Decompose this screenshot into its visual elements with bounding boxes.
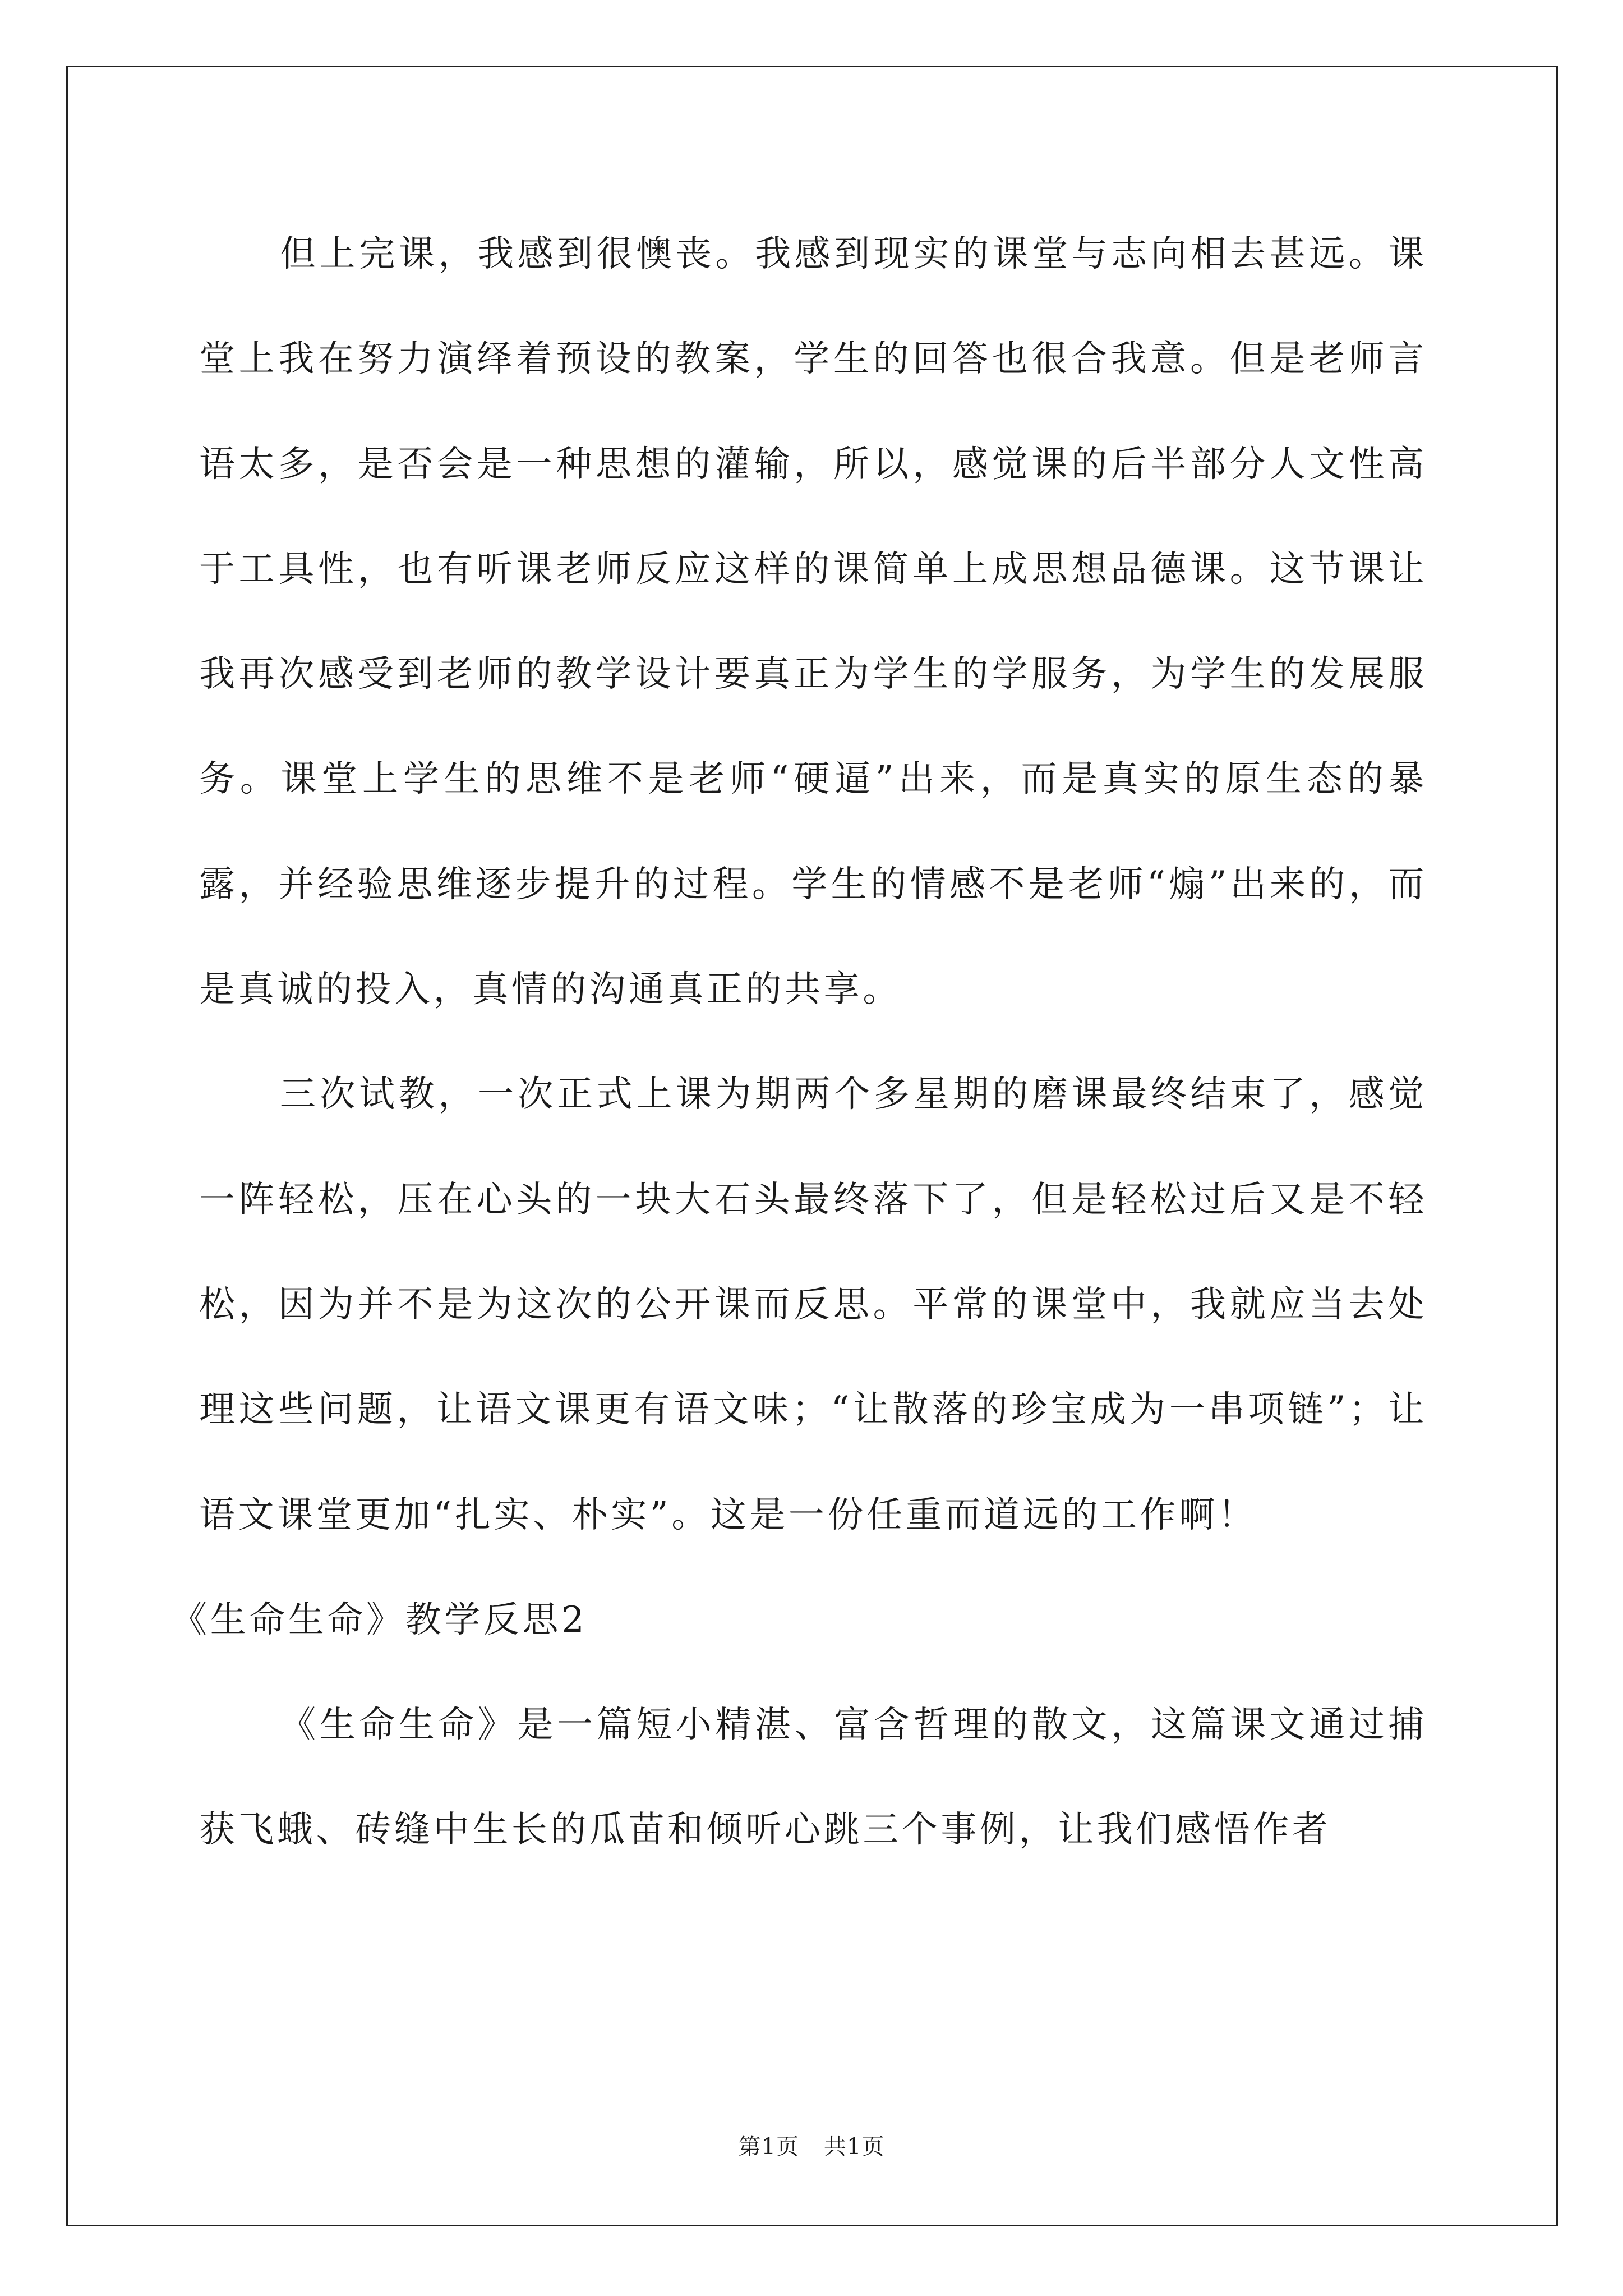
- document-body: [171, 202, 1427, 1883]
- paragraph-reflection-1: 但上完课，我感到很懊丧。我感到现实的课堂与志向相去甚远。课堂上我在努力演绎着预设的教案，学生的回答也很合我意。但是老师言语太多，是否会是一种思想的灌输，所以，感觉课的后半部分人文性高于工具性，也有听课老师反应这样的课简单上成思想品德课。这节课让我再次感受到老师的教学设计要真正为学生的学服务，为学生的发展服务。课堂上学生的思维不是老师“硬逼”出来，而是真实的原生态的暴露，并经验思维逐步提升的过程。学生的情感不是老师“煽”出来的，而是真诚的投入，真情的沟通真正的共享。: [199, 233, 1427, 1011]
- paragraph-reflection-2: 三次试教，一次正式上课为期两个多星期的磨课最终结束了，感觉一阵轻松，压在心头的一块大石头最终落下了，但是轻松过后又是不轻松，因为并不是为这次的公开课而反思。平常的课堂中，我就应当去处理这些问题，让语文课更有语文味；“让散落的珍宝成为一串项链”；让语文课堂更加“扎实、朴实”。这是一份任重而道远的工作啊！: [199, 1074, 1427, 1536]
- page-number-current: 第1页: [738, 2134, 799, 2160]
- section-heading: 《生命生命》教学反思2: [171, 1599, 588, 1641]
- page-number-total: 共1页: [824, 2134, 885, 2160]
- paragraph-section-intro: 《生命生命》是一篇短小精湛、富含哲理的散文，这篇课文通过捕获飞蛾、砖缝中生长的瓜苗和倾听心跳三个事例，让我们感悟作者: [199, 1704, 1427, 1851]
- page-footer: [0, 2129, 1623, 2161]
